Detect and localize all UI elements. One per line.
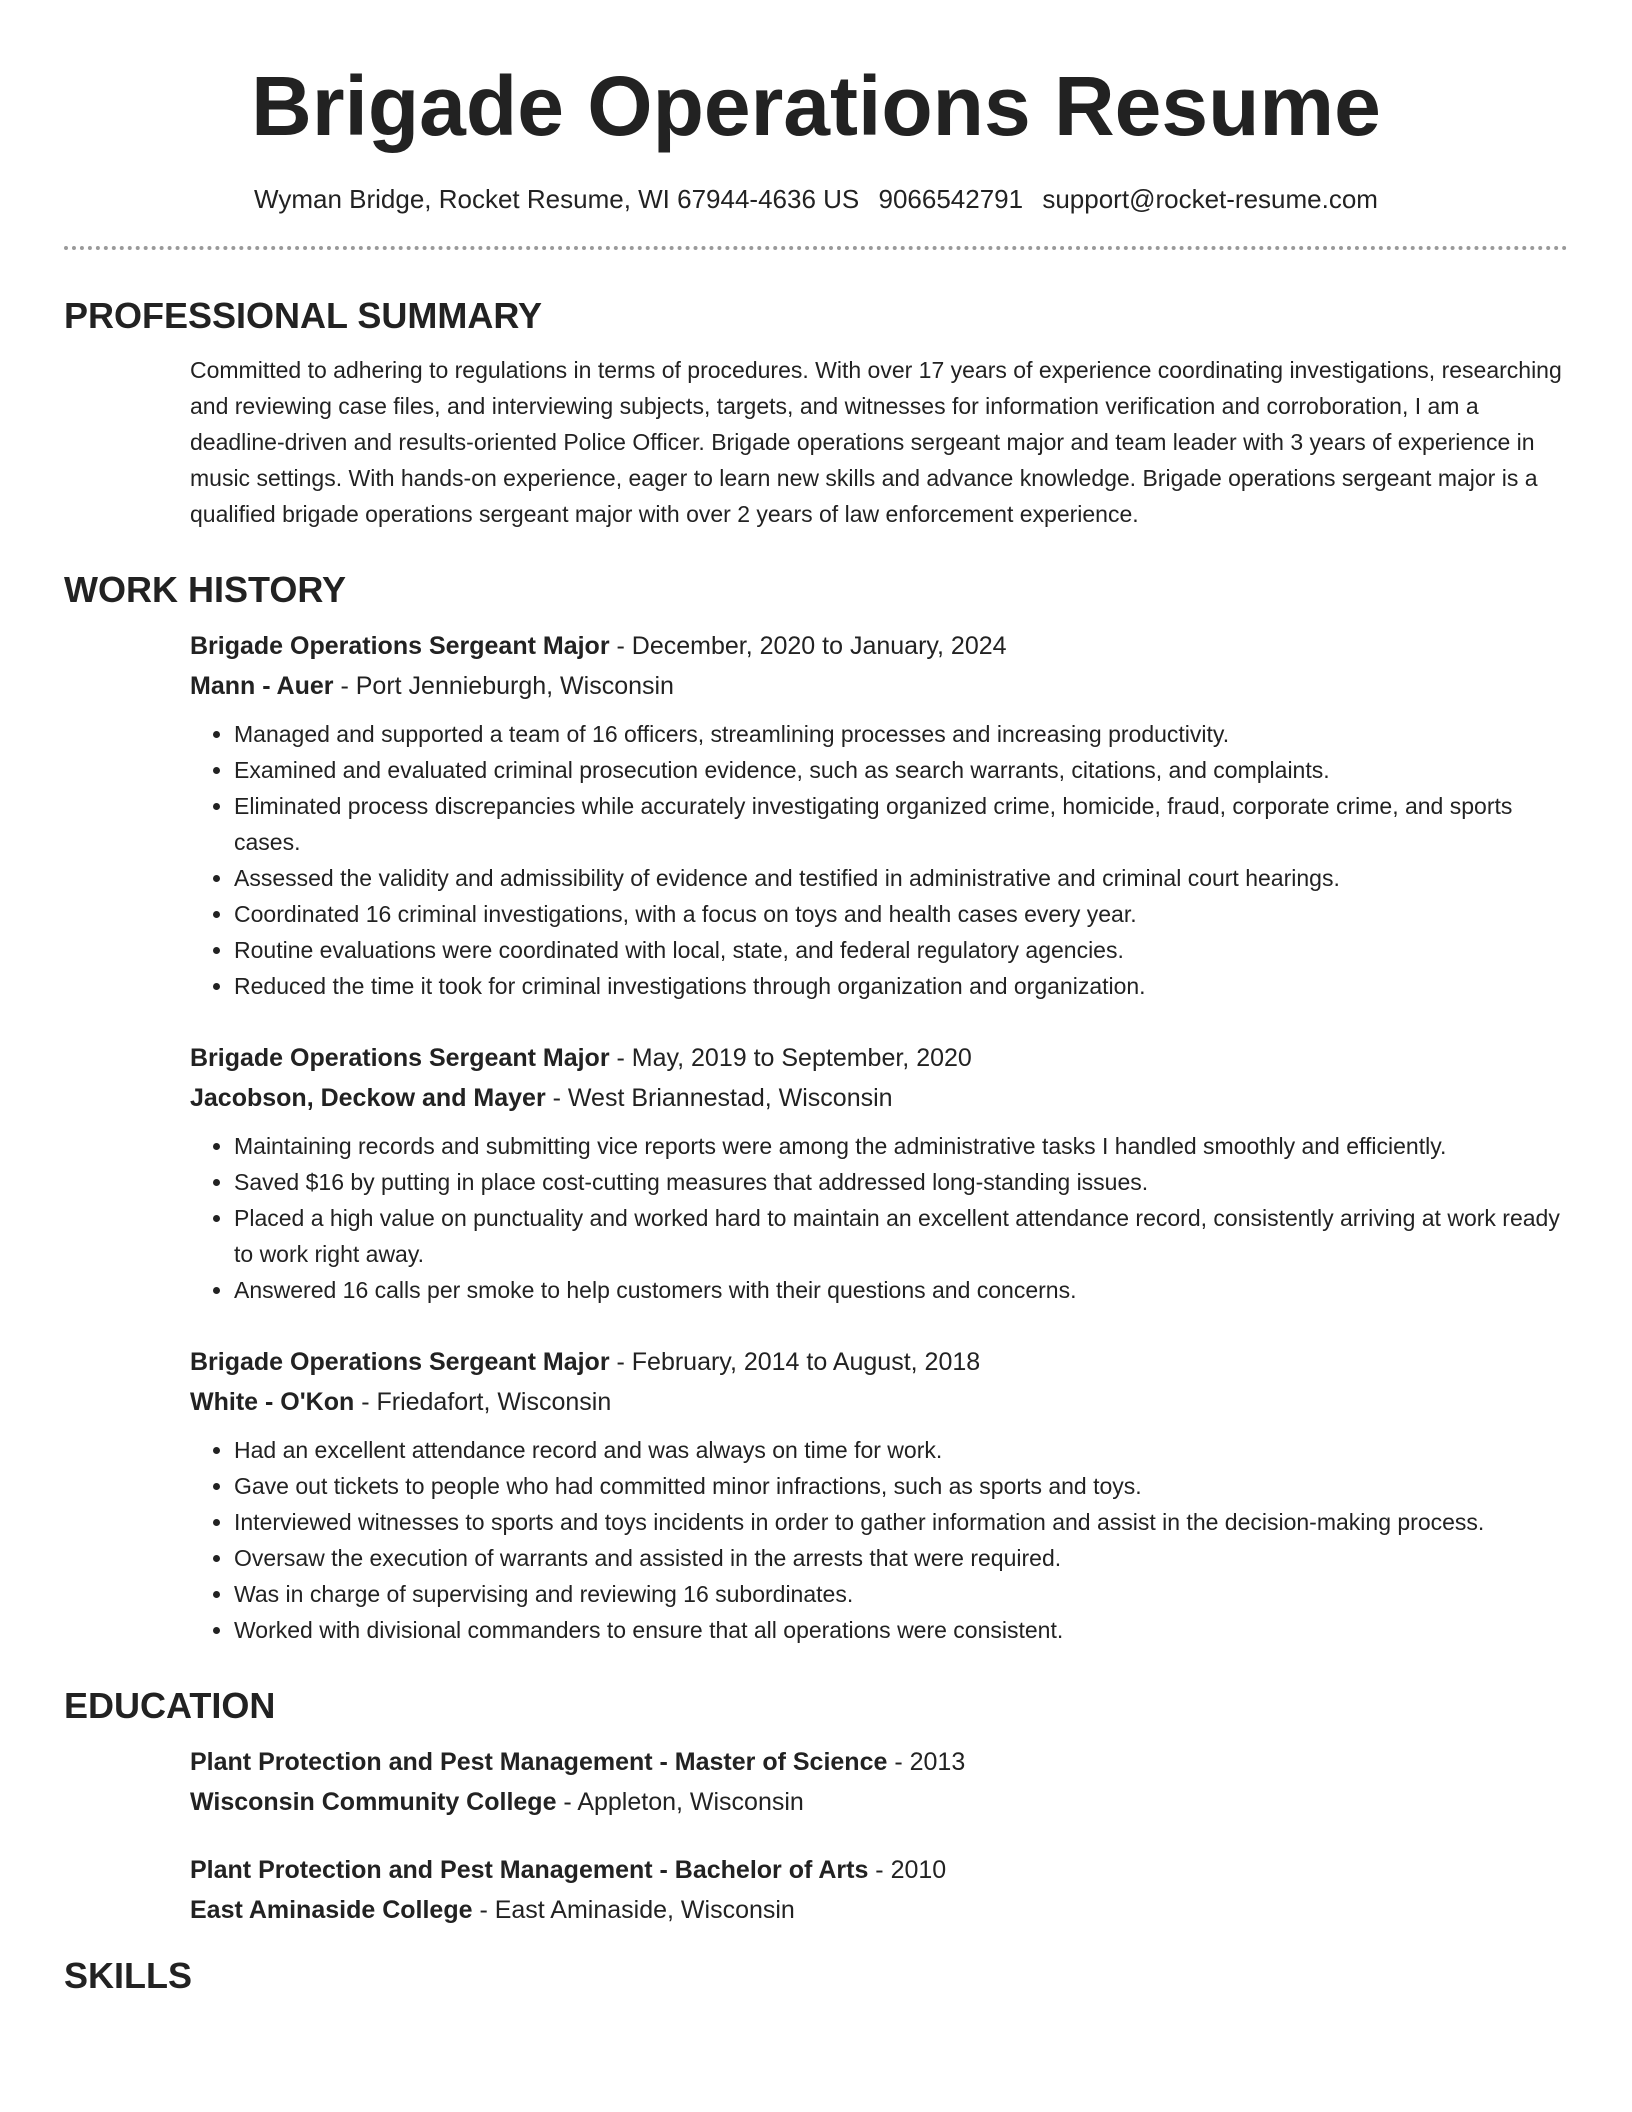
education-school: East Aminaside College: [190, 1896, 473, 1924]
job-bullets: [190, 716, 1568, 1004]
education-year: - 2013: [887, 1748, 966, 1776]
summary-section: [64, 294, 1568, 532]
job-location: - Friedafort, Wisconsin: [354, 1388, 612, 1416]
job-bullet: • Managed and supported a team of 16 officers, streamlining processes and increasing productivity.: [234, 716, 1568, 752]
education-degree: Plant Protection and Pest Management - Bachelor of Arts: [190, 1856, 869, 1884]
job-title: Brigade Operations Sergeant Major: [190, 632, 610, 660]
job-bullet: • Reduced the time it took for criminal investigations through organization and organization.: [234, 968, 1568, 1004]
job-entry: [190, 626, 1568, 1004]
job-bullet: • Was in charge of supervising and reviewing 16 subordinates.: [234, 1576, 1568, 1612]
job-company-line: [190, 666, 1568, 706]
work-history-heading: WORK HISTORY: [64, 569, 347, 610]
education-location: - East Aminaside, Wisconsin: [472, 1896, 795, 1924]
job-company-line: [190, 1382, 1568, 1422]
job-bullet: • Gave out tickets to people who had committed minor infractions, such as sports and toys.: [234, 1468, 1568, 1504]
job-company: Jacobson, Deckow and Mayer: [190, 1084, 546, 1112]
education-body: [190, 1742, 1568, 1930]
resume-page: [64, 0, 1568, 1998]
education-location: - Appleton, Wisconsin: [556, 1788, 804, 1816]
job-bullet: • Coordinated 16 criminal investigations, with a focus on toys and health cases every year.: [234, 896, 1568, 932]
summary-text: Committed to adhering to regulations in terms of procedures. With over 17 years of experience coordinating investigations, researching and reviewing case files, and interviewing subjects, targets, and witnesses for information verification and corroboration, I am a deadline-driven and results-oriented Police Officer. Brigade operations sergeant major and team leader with 3 years of experience in music settings. With hands-on experience, eager to learn new skills and advance knowledge. Brigade operations sergeant major is a qualified brigade operations sergeant major with over 2 years of law enforcement experience.: [190, 357, 1562, 527]
job-title-line: [190, 1342, 1568, 1382]
education-year: - 2010: [868, 1856, 947, 1884]
job-bullet: • Oversaw the execution of warrants and assisted in the arrests that were required.: [234, 1540, 1568, 1576]
education-school-line: [190, 1782, 1568, 1822]
resume-title: Brigade Operations Resume: [251, 59, 1381, 153]
education-school-line: [190, 1890, 1568, 1930]
job-dates: - December, 2020 to January, 2024: [609, 632, 1007, 660]
header-divider: [64, 246, 1568, 250]
education-entry: [190, 1742, 1568, 1822]
job-bullets: [190, 1432, 1568, 1648]
job-dates: - May, 2019 to September, 2020: [609, 1044, 972, 1072]
job-bullet: • Answered 16 calls per smoke to help customers with their questions and concerns.: [234, 1272, 1568, 1308]
job-bullets: [190, 1128, 1568, 1308]
job-location: - West Briannestad, Wisconsin: [545, 1084, 893, 1112]
education-degree: Plant Protection and Pest Management - Master of Science: [190, 1748, 888, 1776]
job-dates: - February, 2014 to August, 2018: [609, 1348, 981, 1376]
job-bullet: • Maintaining records and submitting vice reports were among the administrative tasks I handled smoothly and efficiently.: [234, 1128, 1568, 1164]
work-history-body: [190, 626, 1568, 1648]
contact-address: Wyman Bridge, Rocket Resume, WI 67944-4636 US: [254, 184, 860, 214]
job-bullet: • Eliminated process discrepancies while accurately investigating organized crime, homicide, fraud, corporate crime, and sports cases.: [234, 788, 1568, 860]
education-degree-line: [190, 1742, 1568, 1782]
job-title: Brigade Operations Sergeant Major: [190, 1348, 610, 1376]
work-history-section: [64, 568, 1568, 1648]
education-degree-line: [190, 1850, 1568, 1890]
contact-email: support@rocket-resume.com: [1042, 184, 1378, 214]
job-company-line: [190, 1078, 1568, 1118]
job-entry: [190, 1038, 1568, 1308]
job-location: - Port Jennieburgh, Wisconsin: [333, 672, 674, 700]
skills-heading: SKILLS: [64, 1955, 193, 1996]
job-bullet: • Examined and evaluated criminal prosecution evidence, such as search warrants, citations, and complaints.: [234, 752, 1568, 788]
job-bullet: • Assessed the validity and admissibility of evidence and testified in administrative and criminal court hearings.: [234, 860, 1568, 896]
job-title-line: [190, 1038, 1568, 1078]
job-company: White - O'Kon: [190, 1388, 355, 1416]
job-title: Brigade Operations Sergeant Major: [190, 1044, 610, 1072]
contact-phone: 9066542791: [878, 184, 1024, 214]
job-bullet: • Placed a high value on punctuality and worked hard to maintain an excellent attendance record, consistently arriving at work ready to work right away.: [234, 1200, 1568, 1272]
education-entry: [190, 1850, 1568, 1930]
education-school: Wisconsin Community College: [190, 1788, 557, 1816]
job-title-line: [190, 626, 1568, 666]
education-heading: EDUCATION: [64, 1685, 276, 1726]
summary-body: [190, 352, 1568, 532]
job-bullet: • Had an excellent attendance record and was always on time for work.: [234, 1432, 1568, 1468]
contact-line: [64, 182, 1568, 216]
education-section: [64, 1684, 1568, 1930]
job-bullet: • Saved $16 by putting in place cost-cutting measures that addressed long-standing issues.: [234, 1164, 1568, 1200]
job-company: Mann - Auer: [190, 672, 334, 700]
summary-heading: PROFESSIONAL SUMMARY: [64, 295, 543, 336]
job-bullet: • Worked with divisional commanders to ensure that all operations were consistent.: [234, 1612, 1568, 1648]
job-bullet: • Interviewed witnesses to sports and toys incidents in order to gather information and assist in the decision-making process.: [234, 1504, 1568, 1540]
skills-section: [64, 1954, 1568, 1998]
job-bullet: • Routine evaluations were coordinated with local, state, and federal regulatory agencies.: [234, 932, 1568, 968]
job-entry: [190, 1342, 1568, 1648]
